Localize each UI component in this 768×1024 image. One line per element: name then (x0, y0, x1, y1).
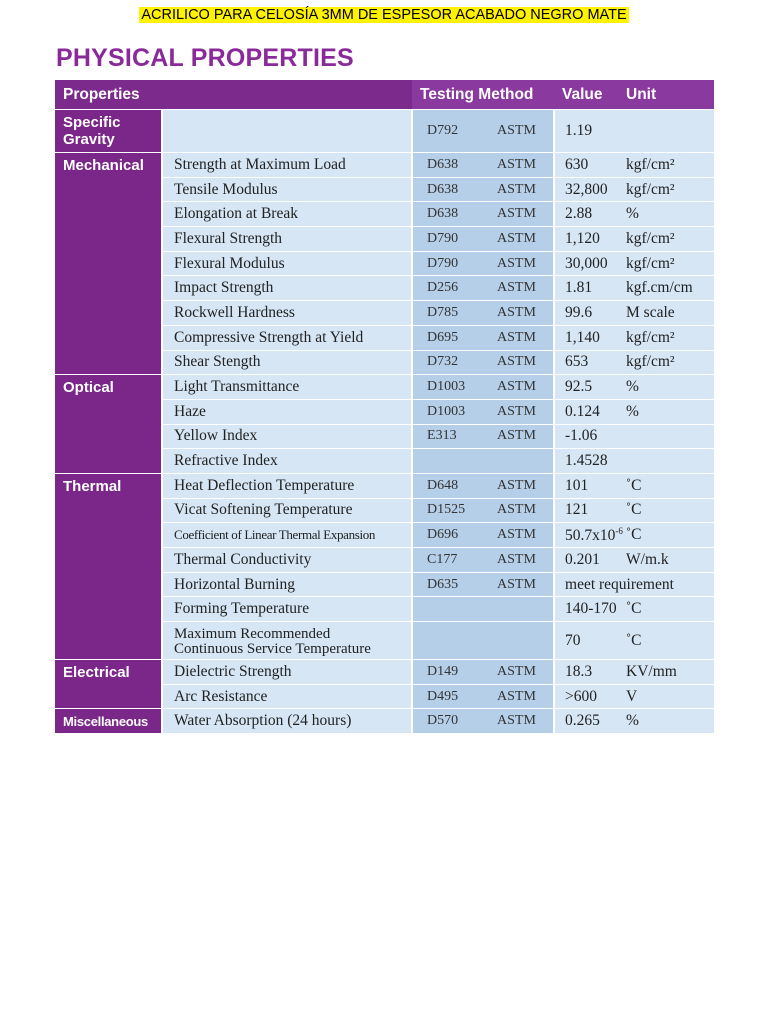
property-value: 2.88 (554, 202, 624, 227)
property-name: Compressive Strength at Yield (162, 325, 412, 350)
test-code: D696 (427, 527, 459, 543)
property-name: Rockwell Hardness (162, 301, 412, 326)
property-value: 1,120 (554, 227, 624, 252)
test-code: D495 (427, 688, 459, 704)
property-value: 0.124 (554, 399, 624, 424)
test-code: D1525 (427, 502, 466, 518)
test-method (412, 498, 554, 523)
property-name: Heat Deflection Temperature (162, 473, 412, 498)
test-method (412, 449, 554, 474)
property-unit (624, 424, 714, 449)
test-code: D638 (427, 206, 459, 222)
property-name-line: Continuous Service Temperature (174, 640, 371, 657)
property-value: 630 (554, 153, 624, 178)
table-row (55, 110, 714, 153)
property-name (162, 110, 412, 153)
property-unit (624, 110, 714, 153)
test-method (412, 251, 554, 276)
property-value: 0.201 (554, 548, 624, 573)
property-value: >600 (554, 684, 624, 709)
test-standard: ASTM (497, 576, 536, 592)
property-value: 101 (554, 473, 624, 498)
property-unit: kgf.cm/cm (624, 276, 714, 301)
test-standard: ASTM (497, 304, 536, 320)
property-value: 92.5 (554, 375, 624, 400)
category-thermal: Thermal (55, 473, 162, 659)
property-unit: W/m.k (624, 548, 714, 573)
test-code: D790 (427, 255, 459, 271)
property-name-line: Maximum Recommended (174, 625, 331, 642)
table-row (55, 660, 714, 685)
property-unit: kgf/cm² (624, 325, 714, 350)
test-standard: ASTM (497, 428, 536, 444)
property-unit: ˚C (624, 597, 714, 622)
property-name: Impact Strength (162, 276, 412, 301)
test-standard: ASTM (497, 663, 536, 679)
test-code: C177 (427, 551, 458, 567)
property-unit: kgf/cm² (624, 153, 714, 178)
property-unit: kgf/cm² (624, 350, 714, 375)
property-name: Tensile Modulus (162, 177, 412, 202)
test-method (412, 523, 554, 548)
property-unit (624, 449, 714, 474)
document-banner (0, 6, 768, 24)
property-name: Arc Resistance (162, 684, 412, 709)
test-standard: ASTM (497, 329, 536, 345)
test-method (412, 301, 554, 326)
property-unit: KV/mm (624, 660, 714, 685)
test-standard: ASTM (497, 181, 536, 197)
property-name: Yellow Index (162, 424, 412, 449)
property-value: 1,140 (554, 325, 624, 350)
test-method (412, 684, 554, 709)
test-standard: ASTM (497, 477, 536, 493)
property-value: 32,800 (554, 177, 624, 202)
test-method (412, 325, 554, 350)
page-title: PHYSICAL PROPERTIES (56, 44, 354, 72)
test-standard: ASTM (497, 713, 536, 729)
test-code: D1003 (427, 403, 466, 419)
property-name: Light Transmittance (162, 375, 412, 400)
test-standard: ASTM (497, 280, 536, 296)
property-value: 70 (554, 622, 624, 660)
property-unit: kgf/cm² (624, 177, 714, 202)
test-code: D570 (427, 713, 459, 729)
test-method (412, 660, 554, 685)
test-code: D792 (427, 123, 459, 138)
test-standard: ASTM (497, 255, 536, 271)
header-unit: Unit (624, 80, 714, 110)
property-unit: kgf/cm² (624, 251, 714, 276)
category-miscellaneous: Miscellaneous (55, 709, 162, 734)
properties-table (55, 80, 714, 734)
test-method (412, 177, 554, 202)
property-unit: M scale (624, 301, 714, 326)
test-standard: ASTM (497, 156, 536, 172)
test-standard: ASTM (497, 551, 536, 567)
test-method (412, 622, 554, 660)
test-code: D638 (427, 156, 459, 172)
test-method (412, 572, 554, 597)
test-method (412, 350, 554, 375)
property-value: meet requirement (554, 572, 714, 597)
test-code: D790 (427, 230, 459, 246)
property-unit: % (624, 399, 714, 424)
test-code: D648 (427, 477, 459, 493)
test-method (412, 597, 554, 622)
property-name: Flexural Strength (162, 227, 412, 252)
property-name: Thermal Conductivity (162, 548, 412, 573)
test-code: D635 (427, 576, 459, 592)
property-name: Vicat Softening Temperature (162, 498, 412, 523)
property-unit: ˚C (624, 523, 714, 548)
property-value: 30,000 (554, 251, 624, 276)
test-code: D638 (427, 181, 459, 197)
property-unit: kgf/cm² (624, 227, 714, 252)
property-value: 1.81 (554, 276, 624, 301)
test-method (412, 375, 554, 400)
test-method (412, 276, 554, 301)
banner-text: ACRILICO PARA CELOSÍA 3MM DE ESPESOR ACABADO NEGRO MATE (141, 7, 627, 23)
property-unit: ˚C (624, 498, 714, 523)
category-mechanical: Mechanical (55, 153, 162, 375)
test-standard: ASTM (497, 688, 536, 704)
test-standard: ASTM (497, 403, 536, 419)
property-value: 653 (554, 350, 624, 375)
test-method (412, 153, 554, 178)
property-name: Water Absorption (24 hours) (162, 709, 412, 734)
test-standard: ASTM (497, 354, 536, 370)
category-specific-gravity: Specific Gravity (55, 110, 162, 153)
property-value: 121 (554, 498, 624, 523)
test-method (412, 709, 554, 734)
property-name: Shear Stength (162, 350, 412, 375)
property-name: Dielectric Strength (162, 660, 412, 685)
property-value: 1.19 (554, 110, 624, 153)
property-unit: % (624, 375, 714, 400)
test-code: D732 (427, 354, 459, 370)
table-row (55, 375, 714, 400)
property-value: 140-170 (554, 597, 624, 622)
category-optical: Optical (55, 375, 162, 474)
test-method (412, 424, 554, 449)
test-method (412, 473, 554, 498)
property-name (162, 622, 412, 660)
test-code: D785 (427, 304, 459, 320)
test-method (412, 399, 554, 424)
property-unit: ˚C (624, 622, 714, 660)
value-exponent: -6 (615, 525, 623, 536)
test-standard: ASTM (497, 379, 536, 395)
header-properties: Properties (55, 80, 412, 110)
test-method (412, 227, 554, 252)
test-code: D256 (427, 280, 459, 296)
property-name: Elongation at Break (162, 202, 412, 227)
property-name: Refractive Index (162, 449, 412, 474)
property-value: 99.6 (554, 301, 624, 326)
table-row (55, 709, 714, 734)
property-name: Haze (162, 399, 412, 424)
header-testing-method: Testing Method (412, 80, 554, 110)
property-name: Flexural Modulus (162, 251, 412, 276)
test-method (412, 202, 554, 227)
property-unit: % (624, 202, 714, 227)
test-code: D695 (427, 329, 459, 345)
value-base: 50.7x10 (565, 526, 616, 544)
property-name: Forming Temperature (162, 597, 412, 622)
table-row (55, 153, 714, 178)
test-method (412, 110, 554, 153)
property-value: -1.06 (554, 424, 624, 449)
test-standard: ASTM (497, 123, 536, 138)
property-unit: % (624, 709, 714, 734)
property-name: Coefficient of Linear Thermal Expansion (162, 523, 412, 548)
property-unit: ˚C (624, 473, 714, 498)
property-unit: V (624, 684, 714, 709)
header-value: Value (554, 80, 624, 110)
test-standard: ASTM (497, 206, 536, 222)
property-name: Strength at Maximum Load (162, 153, 412, 178)
table-row (55, 473, 714, 498)
property-value (554, 523, 624, 548)
test-standard: ASTM (497, 230, 536, 246)
test-code: E313 (427, 428, 457, 444)
property-value: 1.4528 (554, 449, 624, 474)
table-header-row (55, 80, 714, 110)
test-method (412, 548, 554, 573)
test-standard: ASTM (497, 527, 536, 543)
category-electrical: Electrical (55, 660, 162, 709)
property-value: 18.3 (554, 660, 624, 685)
property-name: Horizontal Burning (162, 572, 412, 597)
test-code: D149 (427, 663, 459, 679)
test-code: D1003 (427, 379, 466, 395)
test-standard: ASTM (497, 502, 536, 518)
property-value: 0.265 (554, 709, 624, 734)
